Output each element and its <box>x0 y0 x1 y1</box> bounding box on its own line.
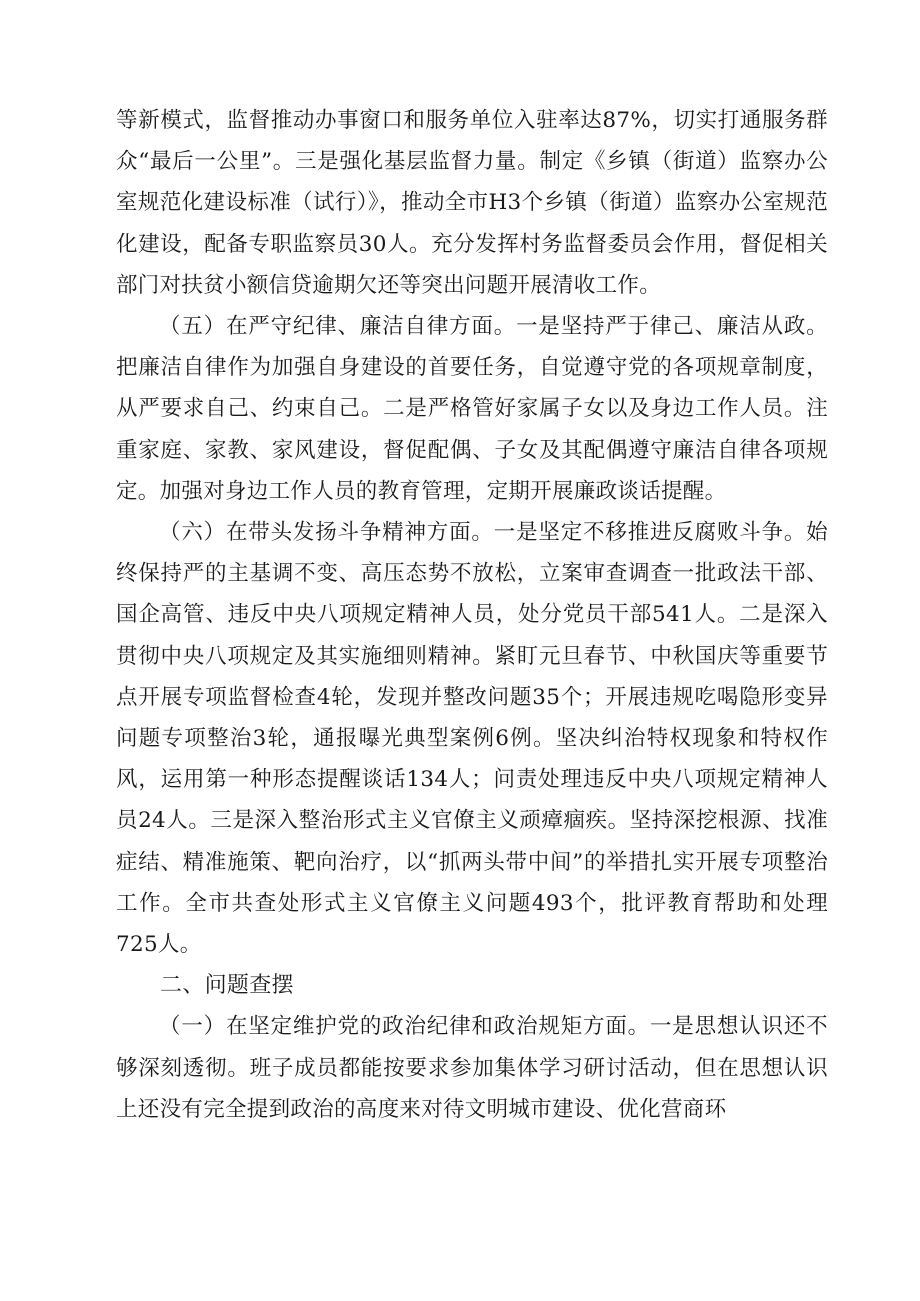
paragraph-section-six: （六）在带头发扬斗争精神方面。一是坚定不移推进反腐败斗争。始终保持严的主基调不变、高压态势不放松，立案审查调查一批政法干部、国企高管、违反中央八项规定精神人员，处分党员干部541人。二是深入贯彻中央八项规定及其实施细则精神。紧盯元旦春节、中秋国庆等重要节点开展专项监督检查4轮，发现并整改问题35个；开展违规吃喝隐形变异问题专项整治3轮，通报曝光典型案例6例。坚决纠治特权现象和特权作风，运用第一种形态提醒谈话134人；问责处理违反中央八项规定精神人员24人。三是深入整治形式主义官僚主义顽瘴痼疾。坚持深挖根源、找准症结、精准施策、靶向治疗，以“抓两头带中间”的举措扎实开展专项整治工作。全市共查处形式主义官僚主义问题493个，批评教育帮助和处理725人。 <box>116 520 828 958</box>
section-heading-problems: 二、问题查摆 <box>160 973 294 999</box>
document-body <box>116 100 828 1130</box>
paragraph-section-five: （五）在严守纪律、廉洁自律方面。一是坚持严于律己、廉洁从政。把廉洁自律作为加强自身建设的首要任务，自觉遵守党的各项规章制度，从严要求自己、约束自己。二是严格管好家属子女以及身边工作人员。注重家庭、家教、家风建设，督促配偶、子女及其配偶遵守廉洁自律各项规定。加强对身边工作人员的教育管理，定期开展廉政谈话提醒。 <box>116 314 828 504</box>
paragraph-problem-one: （一）在坚定维护党的政治纪律和政治规矩方面。一是思想认识还不够深刻透彻。班子成员都能按要求参加集体学习研讨活动，但在思想认识上还没有完全提到政治的高度来对待文明城市建设、优化营商环 <box>116 1014 828 1122</box>
paragraph-continuation: 等新模式，监督推动办事窗口和服务单位入驻率达87%，切实打通服务群众“最后一公里”。三是强化基层监督力量。制定《乡镇（街道）监察办公室规范化建设标准（试行）》，推动全市H3个乡镇（街道）监察办公室规范化建设，配备专职监察员30人。充分发挥村务监督委员会作用，督促相关部门对扶贫小额信贷逾期欠还等突出问题开展清收工作。 <box>116 108 828 298</box>
